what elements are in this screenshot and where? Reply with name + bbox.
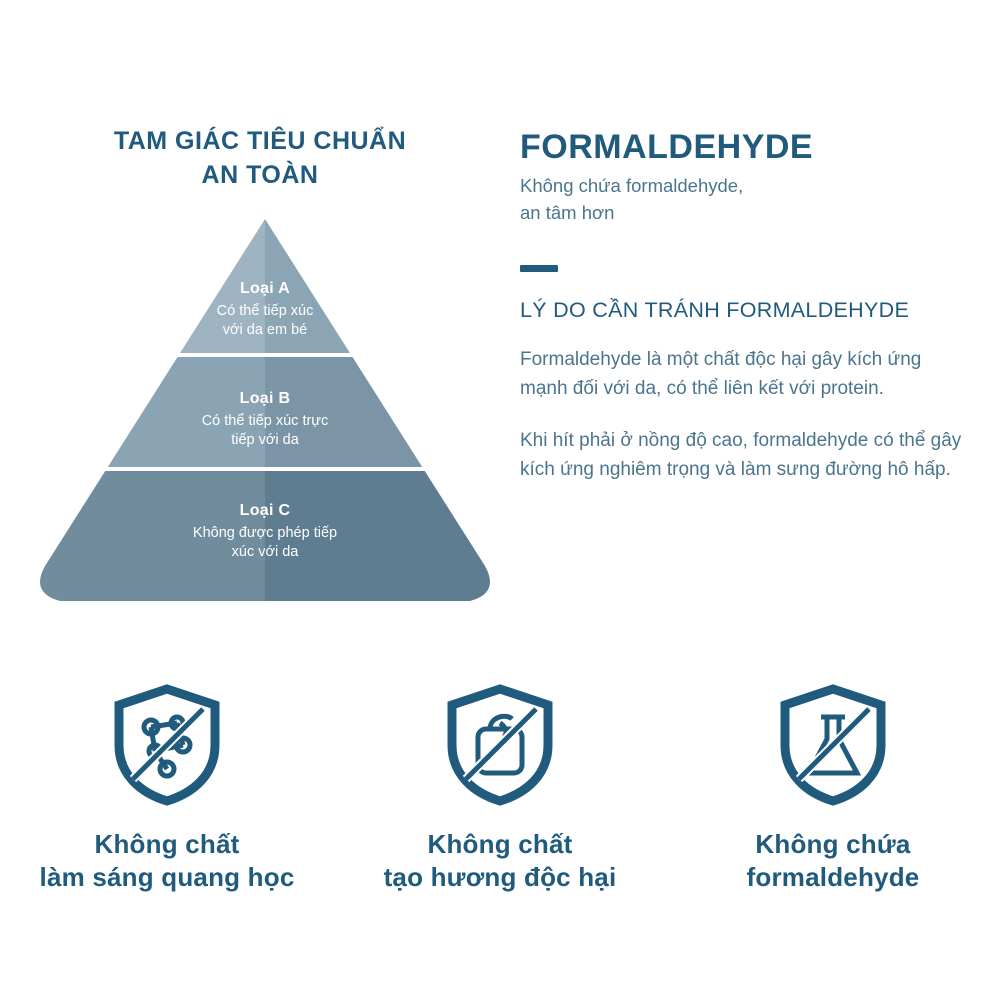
feature-caption-2-line1: Không chất xyxy=(427,829,573,859)
safety-pyramid xyxy=(30,125,500,616)
pyramid-band-b xyxy=(30,389,500,450)
shield-no-optical-brightener-icon xyxy=(1,680,334,810)
divider xyxy=(520,265,558,272)
shield-no-formaldehyde-icon xyxy=(667,680,1000,810)
pyramid-title xyxy=(40,125,480,193)
subheadline-line2: an tâm hơn xyxy=(520,201,615,223)
band-b-desc-line2: tiếp với da xyxy=(231,432,299,449)
subheadline xyxy=(520,173,970,227)
section-title: LÝ DO CẦN TRÁNH FORMALDEHYDE xyxy=(520,297,910,322)
band-a-desc-line2: với da em bé xyxy=(222,322,308,339)
feature-row xyxy=(0,680,1000,960)
feature-item-fragrance xyxy=(334,680,667,893)
pyramid-graphic xyxy=(30,211,500,616)
feature-caption-3-line2: formaldehyde xyxy=(746,861,920,892)
feature-caption-2-line2: tạo hương độc hại xyxy=(383,861,617,892)
band-a-title: Loại A xyxy=(239,279,291,297)
feature-caption-1-line2: làm sáng quang học xyxy=(39,861,295,892)
paragraph-2: Khi hít phải ở nồng độ cao, formaldehyde có thể gây kích ứng nghiêm trọng và làm sưng đường hô hấp. xyxy=(520,429,962,480)
pyramid-band-c xyxy=(30,501,500,562)
feature-caption-optical-brightener xyxy=(1,828,334,893)
pyramid-band-a xyxy=(30,279,500,340)
pyramid-title-line1: TAM GIÁC TIÊU CHUẨN xyxy=(113,127,407,155)
band-b-desc-line1: Có thể tiếp xúc trực xyxy=(201,413,329,430)
band-b-title: Loại B xyxy=(239,389,291,407)
feature-caption-1-line1: Không chất xyxy=(94,829,240,859)
pyramid-title-line2: AN TOÀN xyxy=(201,160,319,189)
subheadline-line1: Không chứa formaldehyde, xyxy=(520,175,744,196)
feature-caption-3-line1: Không chứa xyxy=(755,829,911,859)
band-c-title: Loại C xyxy=(239,501,291,519)
feature-item-optical-brightener xyxy=(1,680,334,893)
info-column xyxy=(520,128,970,484)
band-a-desc-line1: Có thể tiếp xúc xyxy=(216,303,314,320)
paragraph-1: Formaldehyde là một chất độc hại gây kích ứng mạnh đối với da, có thể liên kết với protein. xyxy=(520,348,922,400)
feature-caption-formaldehyde xyxy=(667,828,1000,893)
shield-no-fragrance-icon xyxy=(334,680,667,810)
feature-caption-fragrance xyxy=(334,828,667,893)
band-c-desc-line2: xúc với da xyxy=(231,544,299,561)
headline: FORMALDEHYDE xyxy=(520,128,814,166)
band-c-desc-line1: Không được phép tiếp xyxy=(192,525,338,542)
feature-item-formaldehyde xyxy=(667,680,1000,893)
